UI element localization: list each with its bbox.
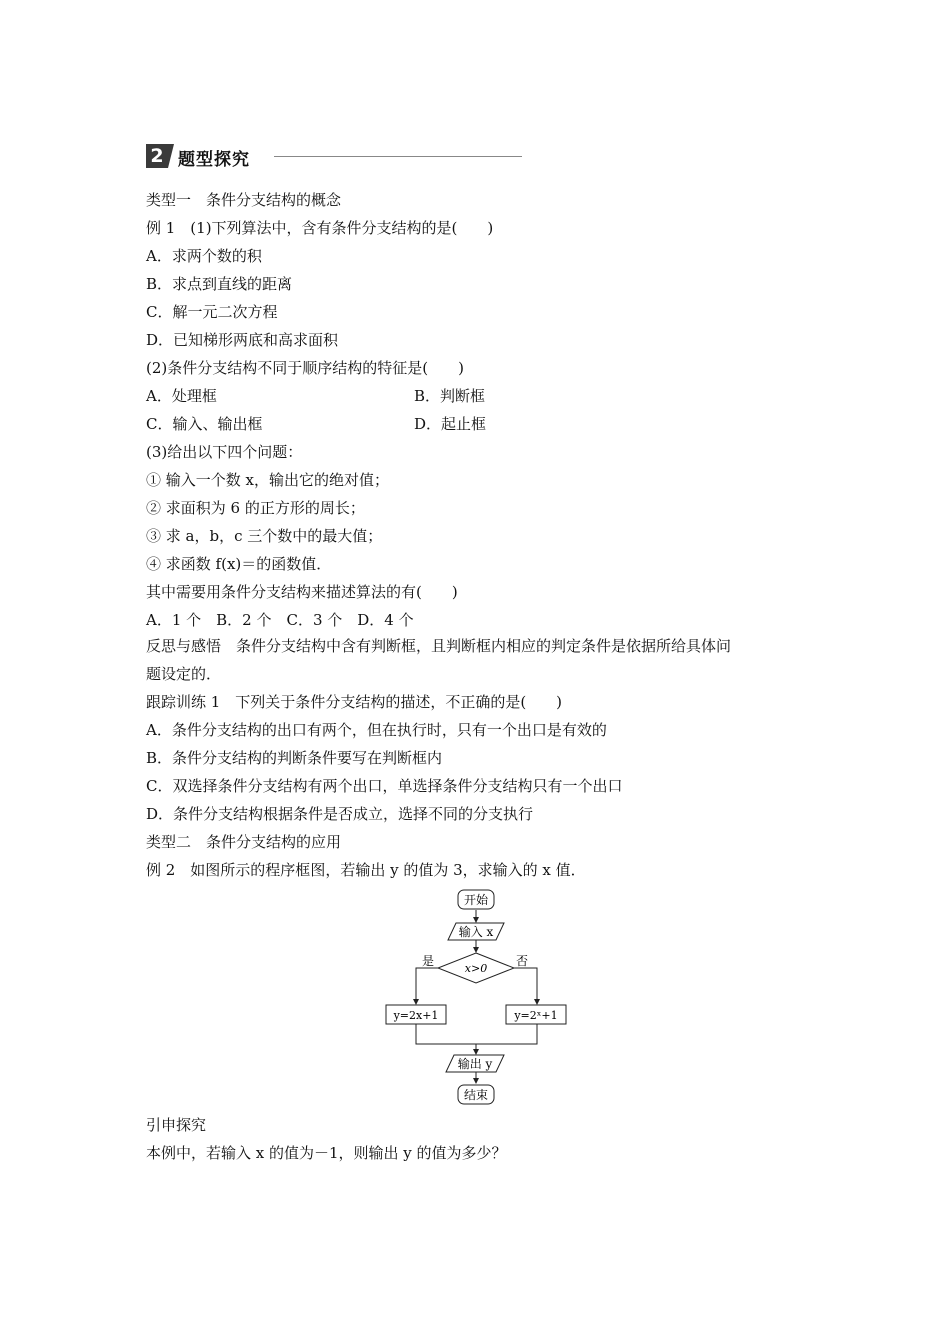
reflection-line-1: 反思与感悟 条件分支结构中含有判断框，且判断框内相应的判定条件是依据所给具体问 [146,637,732,655]
ex1-option-c: C．解一元二次方程 [146,303,278,321]
program-flowchart [380,886,580,1108]
part2-option-b: B．判断框 [414,387,486,405]
practice-option-c: C．双选择条件分支结构有两个出口，单选择条件分支结构只有一个出口 [146,777,623,795]
ex1-option-d: D．已知梯形两底和高求面积 [146,331,339,349]
no-label: 否 [516,954,529,968]
extension-heading: 引申探究 [146,1116,207,1134]
extension-question: 本例中，若输入 x 的值为－1，则输出 y 的值为多少？ [146,1144,507,1162]
part3-options: A．1 个 B．2 个 C．3 个 D．4 个 [146,611,414,629]
section-header [146,144,526,170]
part2-option-d: D．起止框 [414,415,487,433]
section-rule [274,156,522,157]
reflection-line-2: 题设定的． [146,665,222,683]
type-two-heading: 类型二 条件分支结构的应用 [146,833,342,851]
problem-item-3: ③ 求 a，b，c 三个数中的最大值； [146,527,383,545]
part2-option-c: C．输入、输出框 [146,415,263,433]
yes-label: 是 [422,954,435,968]
left-process-label: y=2x+1 [393,1009,439,1022]
right-process-label: y=2ˣ+1 [514,1009,558,1022]
section-number: 2 [146,144,168,168]
ex1-part2-question: (2)条件分支结构不同于顺序结构的特征是( ) [146,359,464,377]
ex1-option-a: A．求两个数的积 [146,247,262,265]
practice-option-d: D．条件分支结构根据条件是否成立，选择不同的分支执行 [146,805,534,823]
practice-1-question: 跟踪训练 1 下列关于条件分支结构的描述，不正确的是( ) [146,693,563,711]
practice-option-b: B．条件分支结构的判断条件要写在判断框内 [146,749,443,767]
ex1-part3-question: (3)给出以下四个问题： [146,443,303,461]
output-label: 输出 y [457,1057,493,1071]
part3-stem: 其中需要用条件分支结构来描述算法的有( ) [146,583,458,601]
type-one-heading: 类型一 条件分支结构的概念 [146,191,342,209]
example-2-question: 例 2 如图所示的程序框图，若输出 y 的值为 3，求输入的 x 值． [146,861,586,879]
section-title: 题型探究 [178,150,250,170]
problem-item-4: ④ 求函数 f(x)＝的函数值． [146,555,332,573]
part2-option-a: A．处理框 [146,387,217,405]
example-1-question: 例 1 (1)下列算法中，含有条件分支结构的是( ) [146,219,494,237]
condition-label: x>0 [464,962,488,975]
problem-item-2: ② 求面积为 6 的正方形的周长； [146,499,365,517]
end-label: 结束 [463,1088,489,1102]
ex1-option-b: B．求点到直线的距离 [146,275,293,293]
input-label: 输入 x [458,925,494,939]
practice-option-a: A．条件分支结构的出口有两个，但在执行时，只有一个出口是有效的 [146,721,607,739]
start-label: 开始 [463,893,489,907]
problem-item-1: ① 输入一个数 x，输出它的绝对值； [146,471,389,489]
